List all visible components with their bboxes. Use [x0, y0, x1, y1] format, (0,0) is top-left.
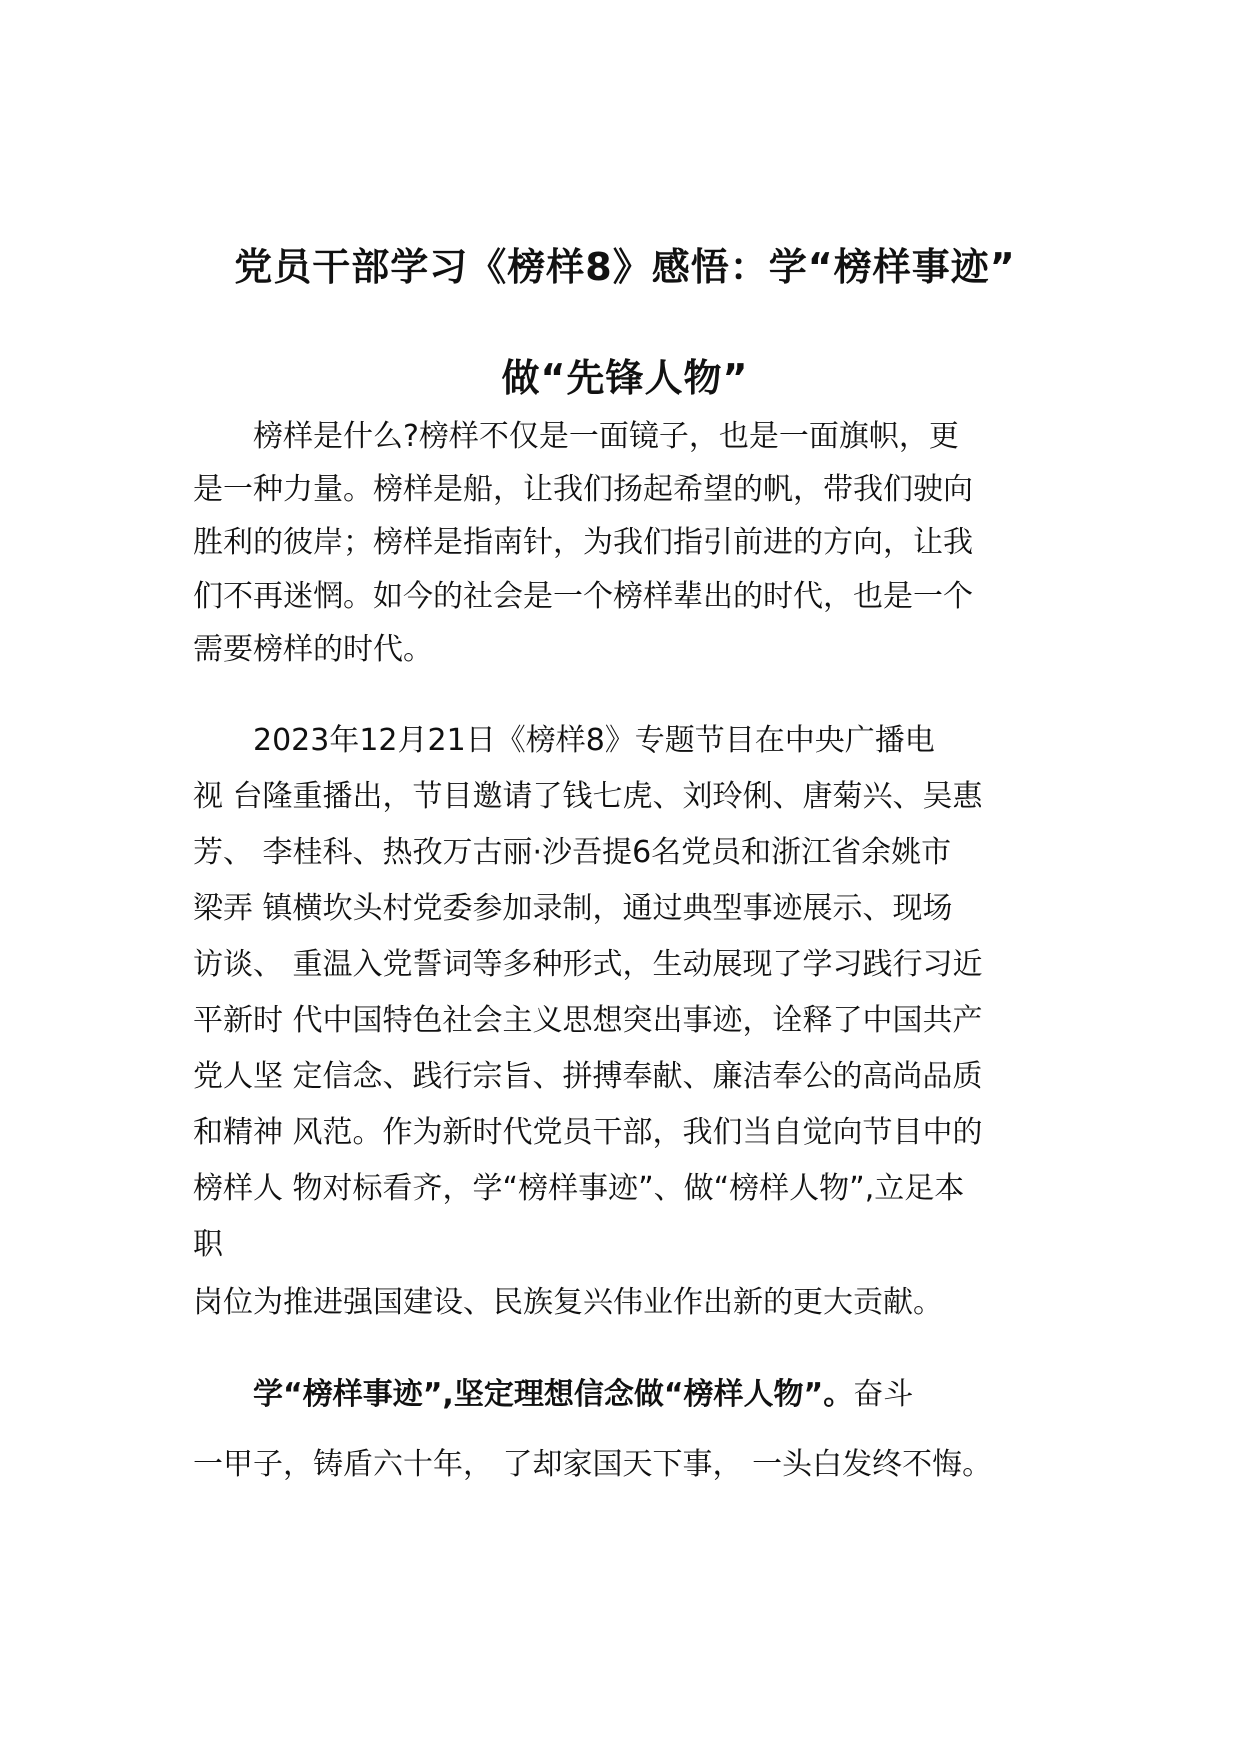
paragraph-2-line: 梁弄 镇横坎头村党委参加录制，通过典型事迹展示、现场 — [193, 891, 953, 926]
paragraph-3-text: 奋斗 — [853, 1377, 914, 1412]
title-line-1: 党员干部学习《榜样8》感悟：学“榜样事迹” — [234, 245, 1016, 289]
title-line-2: 做“先锋人物” — [501, 356, 749, 400]
paragraph-2-line: 榜样人 物对标看齐，学“榜样事迹”、做“榜样人物”,立足本 — [193, 1171, 965, 1206]
paragraph-2-line: 视 台隆重播出，节目邀请了钱七虎、刘玲俐、唐菊兴、吴惠 — [193, 779, 983, 814]
paragraph-1-line: 榜样是什么?榜样不仅是一面镜子，也是一面旗帜，更 — [253, 419, 959, 454]
paragraph-2-line: 党人坚 定信念、践行宗旨、拼搏奉献、廉洁奉公的高尚品质 — [193, 1059, 983, 1094]
paragraph-2-line: 和精神 风范。作为新时代党员干部，我们当自觉向节目中的 — [193, 1115, 983, 1150]
paragraph-1-line: 是一种力量。榜样是船，让我们扬起希望的帆，带我们驶向 — [193, 472, 973, 507]
paragraph-2-line: 职 — [193, 1227, 223, 1262]
section-heading: 学“榜样事迹”,坚定理想信念做“榜样人物”。 — [253, 1377, 854, 1412]
paragraph-3-line-1 — [253, 1375, 913, 1415]
paragraph-2-line: 访谈、 重温入党誓词等多种形式，生动展现了学习践行习近 — [193, 947, 983, 982]
paragraph-3-line-2: 一甲子，铸盾六十年， 了却家国天下事， 一头白发终不悔。 — [193, 1447, 993, 1482]
paragraph-1-line: 们不再迷惘。如今的社会是一个榜样辈出的时代，也是一个 — [193, 579, 973, 614]
paragraph-2-line: 平新时 代中国特色社会主义思想突出事迹，诠释了中国共产 — [193, 1003, 983, 1038]
paragraph-2-line: 2023年12月21日《榜样8》专题节目在中央广播电 — [253, 723, 935, 758]
paragraph-2-line: 岗位为推进强国建设、民族复兴伟业作出新的更大贡献。 — [193, 1285, 943, 1320]
paragraph-2-line: 芳、 李桂科、热孜万古丽·沙吾提6名党员和浙江省余姚市 — [193, 835, 952, 870]
paragraph-1-line: 需要榜样的时代。 — [193, 632, 433, 667]
paragraph-1-line: 胜利的彼岸；榜样是指南针，为我们指引前进的方向，让我 — [193, 525, 973, 560]
